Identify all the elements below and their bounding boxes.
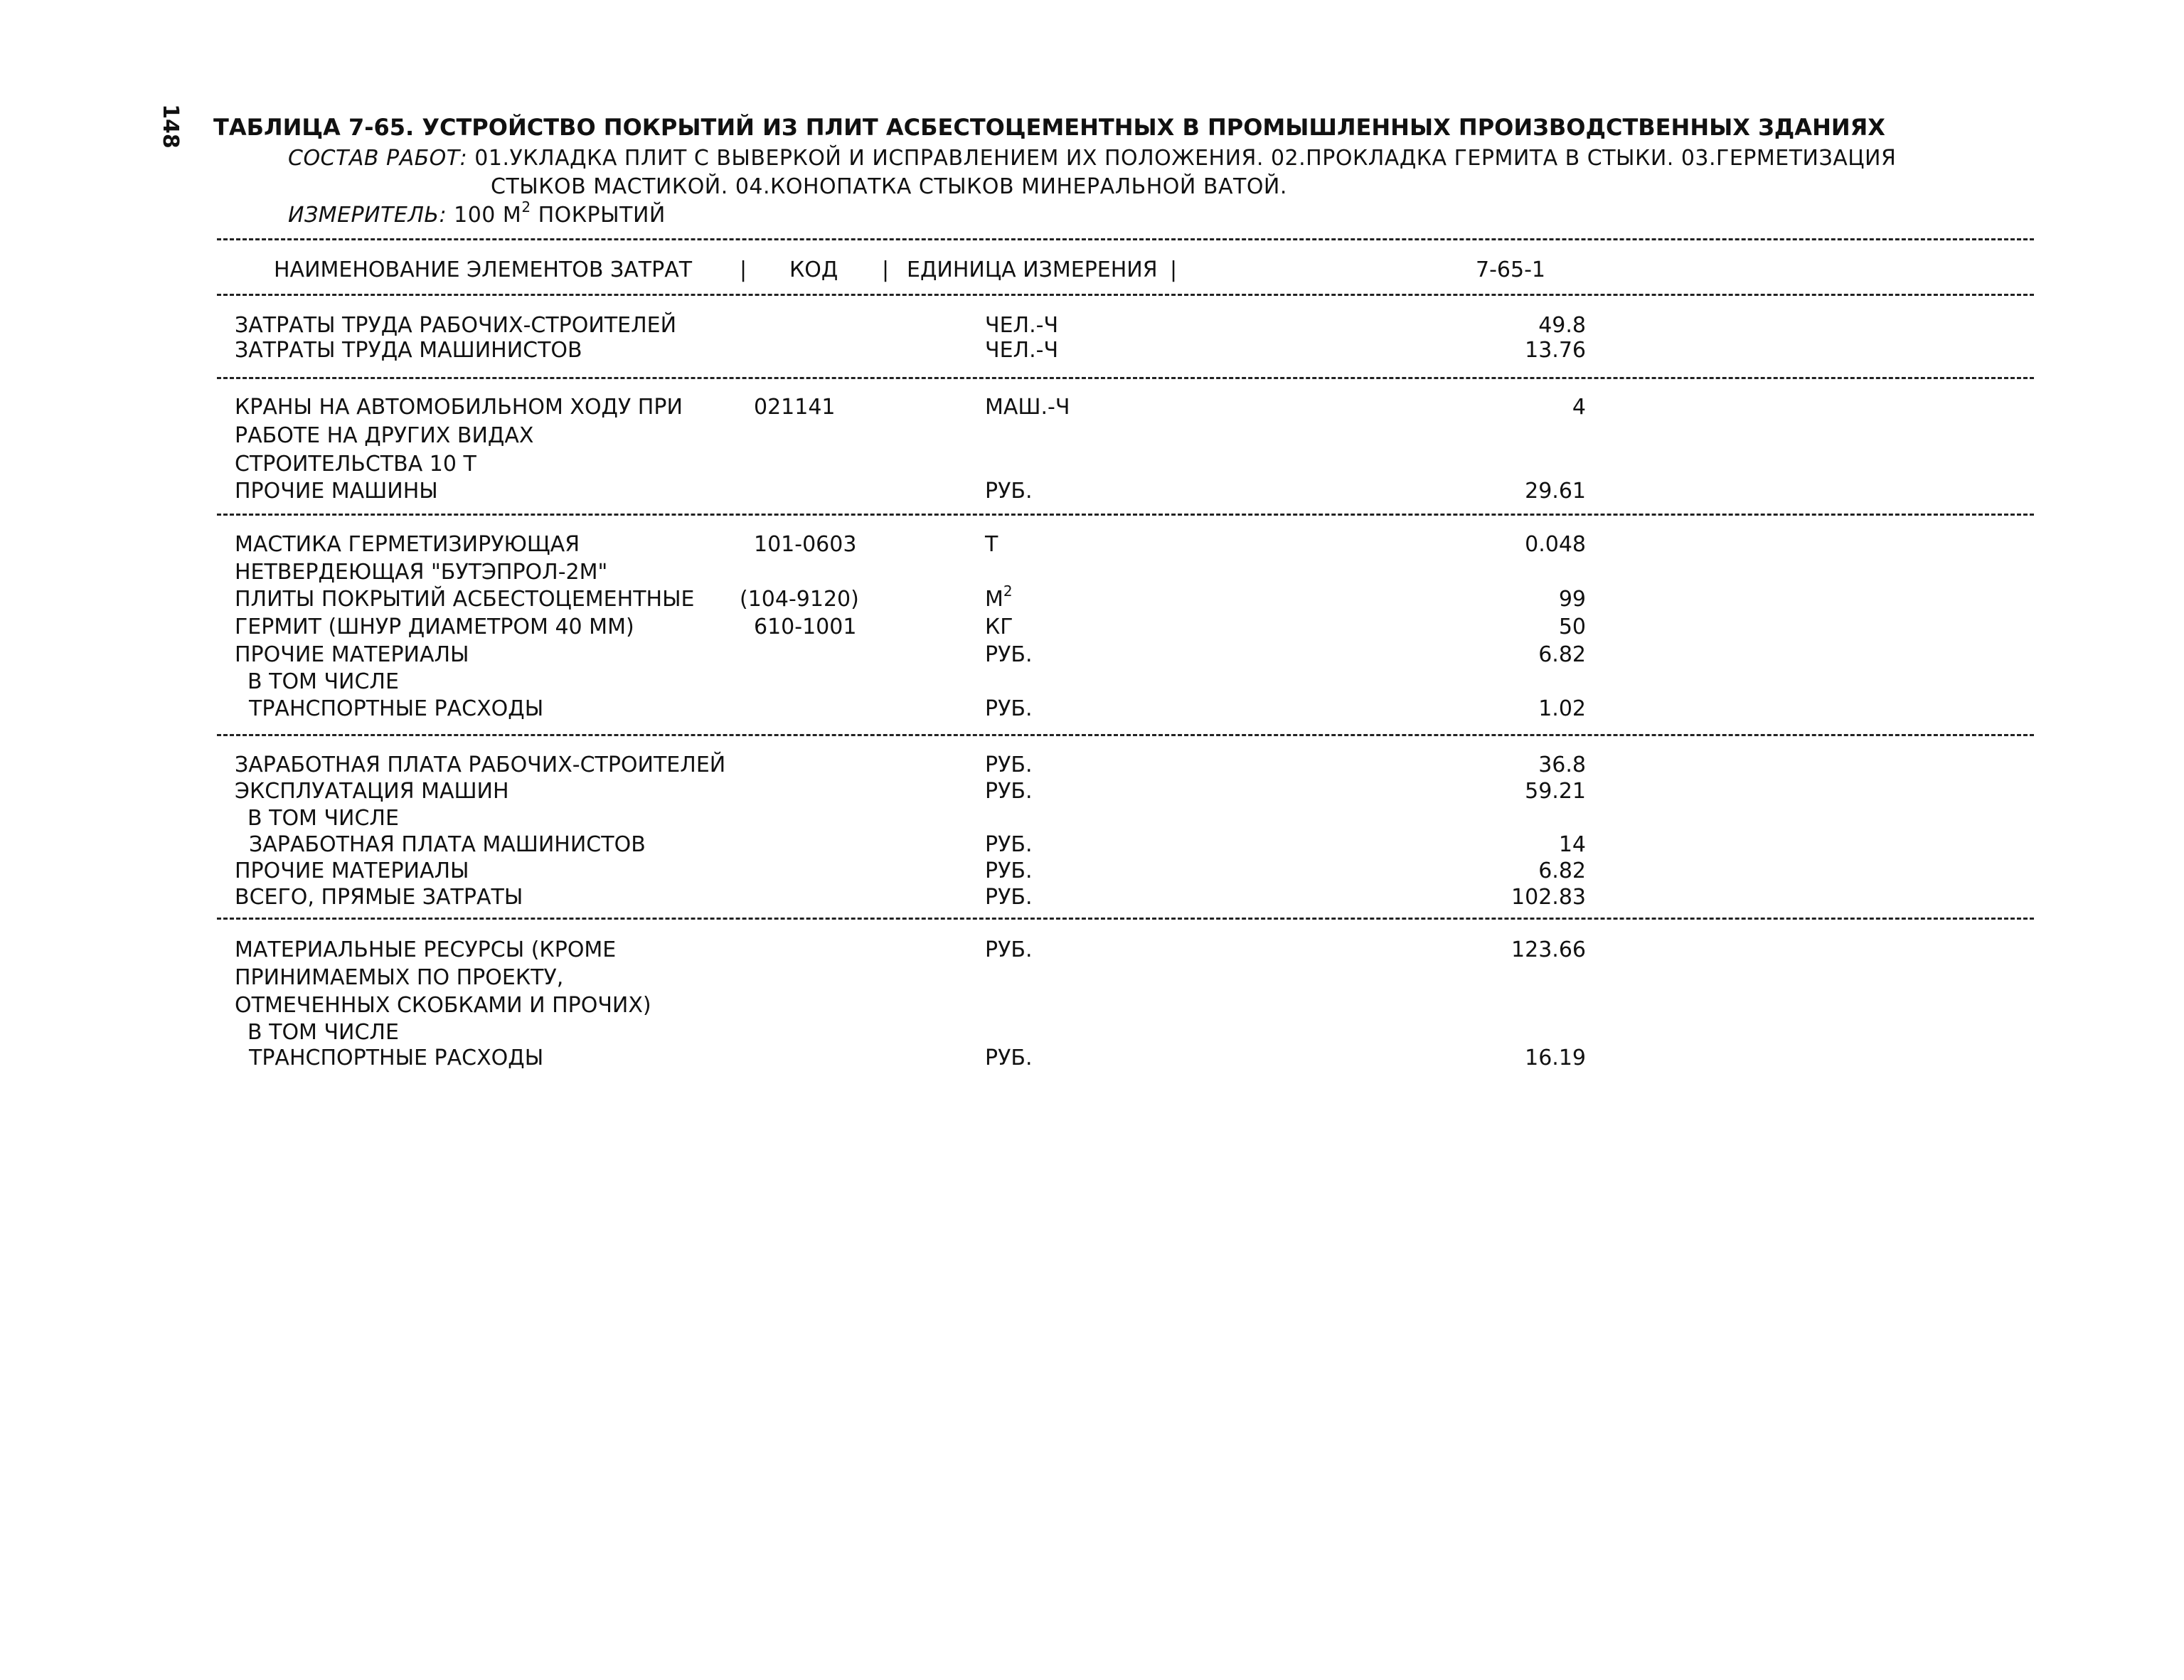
row-value: 16.19 [1525,1046,1586,1070]
row-value: 29.61 [1525,479,1586,504]
row-value: 99 [1558,587,1586,612]
row-name: МАТЕРИАЛЬНЫЕ РЕСУРСЫ (КРОМЕ [235,937,617,962]
row-unit-sup: 2 [1003,583,1013,600]
header-value: 7-65-1 [1476,257,1545,282]
row-unit: КГ [985,615,1013,639]
row-value: 123.66 [1511,937,1586,962]
row-value: 0.048 [1525,532,1586,557]
group-rule-2 [217,514,2034,516]
row-value: 59.21 [1525,779,1586,804]
header-separator-1: | [740,257,747,282]
work-composition-text-1: 01.УКЛАДКА ПЛИТ С ВЫВЕРКОЙ И ИСПРАВЛЕНИЕМ ИХ ПОЛОЖЕНИЯ. 02.ПРОКЛАДКА ГЕРМИТА В СТЫКИ. 03.ГЕРМЕТИЗАЦИЯ [474,146,1897,171]
row-unit: МАШ.-Ч [985,395,1070,420]
header-name: НАИМЕНОВАНИЕ ЭЛЕМЕНТОВ ЗАТРАТ [274,257,693,282]
row-value: 6.82 [1538,858,1586,883]
row-value: 6.82 [1538,642,1586,667]
row-name: В ТОМ ЧИСЛЕ [247,806,399,831]
meter-label: ИЗМЕРИТЕЛЬ: [288,203,447,228]
work-composition-label: СОСТАВ РАБОТ: [288,146,468,171]
meter-sup: 2 [521,198,531,216]
row-value: 1.02 [1538,696,1586,721]
meter-tail: ПОКРЫТИЙ [531,203,666,228]
row-unit: РУБ. [985,779,1033,804]
row-value: 36.8 [1538,753,1586,777]
row-name: ЗАТРАТЫ ТРУДА РАБОЧИХ-СТРОИТЕЛЕЙ [235,313,677,338]
row-name: ПРИНИМАЕМЫХ ПО ПРОЕКТУ, [235,965,564,990]
row-unit: РУБ. [985,479,1033,504]
row-code: 610-1001 [754,615,857,639]
row-name: КРАНЫ НА АВТОМОБИЛЬНОМ ХОДУ ПРИ [235,395,683,420]
row-unit: ЧЕЛ.-Ч [985,338,1059,363]
header-unit: ЕДИНИЦА ИЗМЕРЕНИЯ [907,257,1158,282]
row-unit: Т [985,532,998,557]
meter-value: 100 М [454,203,522,228]
row-name: В ТОМ ЧИСЛЕ [247,669,399,694]
row-code: 101-0603 [754,532,857,557]
row-value: 49.8 [1538,313,1586,338]
row-name: ПЛИТЫ ПОКРЫТИЙ АСБЕСТОЦЕМЕНТНЫЕ [235,587,695,612]
header-bottom-rule [217,294,2034,296]
table-title: ТАБЛИЦА 7-65. УСТРОЙСТВО ПОКРЫТИЙ ИЗ ПЛИТ АСБЕСТОЦЕМЕНТНЫХ В ПРОМЫШЛЕННЫХ ПРОИЗВОДСТВЕННЫХ ЗДАНИЯХ [213,114,1885,141]
row-unit: РУБ. [985,937,1033,962]
group-rule-3 [217,734,2034,736]
header-separator-3: | [1170,257,1178,282]
row-name: РАБОТЕ НА ДРУГИХ ВИДАХ [235,423,534,448]
row-name: ВСЕГО, ПРЯМЫЕ ЗАТРАТЫ [235,885,523,910]
row-name: ОТМЕЧЕННЫХ СКОБКАМИ И ПРОЧИХ) [235,993,651,1018]
row-name: НЕТВЕРДЕЮЩАЯ "БУТЭПРОЛ-2М" [235,560,608,585]
row-name: ЭКСПЛУАТАЦИЯ МАШИН [235,779,509,804]
meter-line [288,198,666,228]
row-name: ЗАРАБОТНАЯ ПЛАТА МАШИНИСТОВ [249,832,646,857]
row-unit: РУБ. [985,858,1033,883]
row-unit: РУБ. [985,696,1033,721]
group-rule-4 [217,918,2034,920]
row-code: 021141 [754,395,836,420]
page-number: 148 [157,104,183,149]
row-name: ГЕРМИТ (ШНУР ДИАМЕТРОМ 40 ММ) [235,615,634,639]
work-composition-line-1 [288,146,1896,171]
row-unit: РУБ. [985,642,1033,667]
row-value: 102.83 [1511,885,1586,910]
row-name: ТРАНСПОРТНЫЕ РАСХОДЫ [249,696,544,721]
row-code: (104-9120) [740,587,859,612]
row-name: В ТОМ ЧИСЛЕ [247,1020,399,1045]
row-name: ПРОЧИЕ МАТЕРИАЛЫ [235,642,469,667]
row-name: ЗАРАБОТНАЯ ПЛАТА РАБОЧИХ-СТРОИТЕЛЕЙ [235,753,726,777]
header-code: КОД [789,257,838,282]
row-unit: РУБ. [985,753,1033,777]
row-value: 13.76 [1525,338,1586,363]
row-unit: РУБ. [985,832,1033,857]
row-name: МАСТИКА ГЕРМЕТИЗИРУЮЩАЯ [235,532,580,557]
row-value: 4 [1572,395,1586,420]
row-unit: ЧЕЛ.-Ч [985,313,1059,338]
row-value: 50 [1558,615,1586,639]
header-separator-2: | [882,257,890,282]
row-name: ТРАНСПОРТНЫЕ РАСХОДЫ [249,1046,544,1070]
row-name: ЗАТРАТЫ ТРУДА МАШИНИСТОВ [235,338,582,363]
work-composition-text-2: СТЫКОВ МАСТИКОЙ. 04.КОНОПАТКА СТЫКОВ МИНЕРАЛЬНОЙ ВАТОЙ. [491,174,1287,199]
row-value: 14 [1558,832,1586,857]
row-name: ПРОЧИЕ МАТЕРИАЛЫ [235,858,469,883]
table-top-rule [217,238,2034,240]
group-rule-1 [217,377,2034,379]
row-unit [985,583,1013,612]
row-unit: РУБ. [985,1046,1033,1070]
row-name: СТРОИТЕЛЬСТВА 10 Т [235,452,476,477]
row-unit: РУБ. [985,885,1033,910]
row-name: ПРОЧИЕ МАШИНЫ [235,479,438,504]
row-unit-base: М [985,587,1003,612]
